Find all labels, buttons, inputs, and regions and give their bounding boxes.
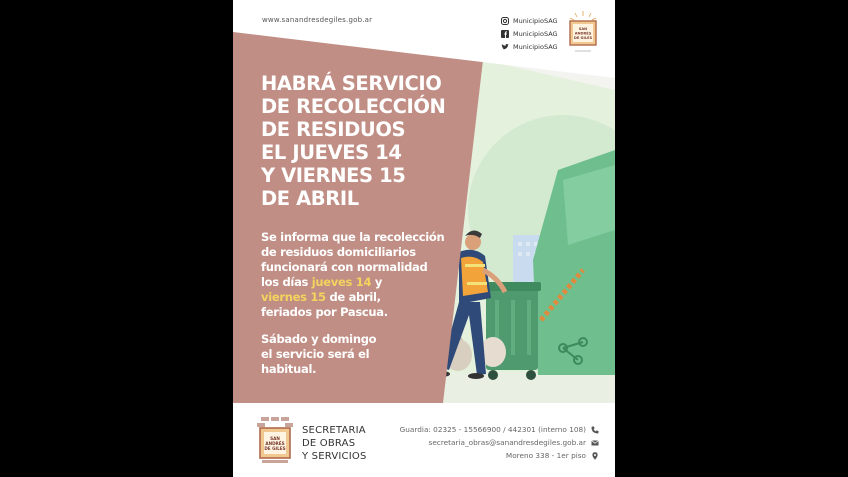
phone-icon [591,426,599,434]
highlight-friday: viernes 15 [261,290,326,304]
social-twitter[interactable] [501,40,558,53]
weekend-line: habitual. [261,362,317,376]
weekend-paragraph [261,332,481,377]
headline-line: DE RESIDUOS [261,118,406,141]
instagram-icon [501,17,509,25]
contact-email[interactable] [400,436,599,449]
svg-text:SAN: SAN [578,27,588,31]
contact-info [400,423,599,462]
main-panel [233,30,615,403]
secretaria-line: SECRETARIA [302,425,366,436]
footer [233,403,615,477]
headline [261,72,481,210]
social-links [501,14,558,53]
contact-phone[interactable] [400,423,599,436]
mail-icon [591,439,599,447]
info-line: funcionará con normalidad [261,260,428,274]
headline-line: DE RECOLECCIÓN [261,95,446,118]
social-handle: MunicipioSAG [513,29,558,38]
info-line [261,290,481,305]
email-text: secretaria_obras@sanandresdegiles.gob.ar [428,438,586,447]
secretaria-name [302,424,367,463]
facebook-icon [501,30,509,38]
text-area [261,72,481,377]
info-line: feriados por Pascua. [261,305,388,319]
info-text: los días [261,275,312,289]
address-text: Moreno 338 - 1er piso [505,451,586,460]
secretaria-line: DE OBRAS [302,438,356,449]
svg-text:DE GILES: DE GILES [264,446,286,451]
social-instagram[interactable] [501,14,558,27]
municipality-logo [567,9,599,55]
headline-line: Y VIERNES 15 [261,164,406,187]
location-pin-icon [591,452,599,460]
social-handle: MunicipioSAG [513,42,558,51]
info-text: de abril, [325,290,381,304]
info-line [261,275,481,290]
headline-line: DE ABRIL [261,187,359,210]
info-text: y [371,275,383,289]
svg-text:ANDRÉS: ANDRÉS [574,31,592,36]
poster [233,0,615,477]
social-facebook[interactable] [501,27,558,40]
headline-line: EL JUEVES 14 [261,141,402,164]
svg-text:SAN: SAN [270,436,280,441]
header [233,0,615,60]
info-line: Se informa que la recolección [261,230,445,244]
secretaria-line: Y SERVICIOS [302,451,367,462]
svg-text:ANDRÉS: ANDRÉS [265,441,285,446]
contact-address[interactable] [400,449,599,462]
weekend-line: Sábado y domingo [261,332,377,346]
info-line: de residuos domiciliarios [261,245,416,259]
website-url[interactable]: www.sanandresdegiles.gob.ar [262,16,373,24]
social-handle: MunicipioSAG [513,16,558,25]
twitter-icon [501,43,509,51]
weekend-line: el servicio será el [261,347,370,361]
secretaria-logo [257,415,293,465]
svg-text:DE GILES: DE GILES [573,36,593,40]
headline-line: HABRÁ SERVICIO [261,72,442,95]
highlight-thursday: jueves 14 [311,275,372,289]
info-paragraph [261,230,481,320]
phone-text: Guardia: 02325 - 15566900 / 442301 (interno 108) [399,425,586,434]
